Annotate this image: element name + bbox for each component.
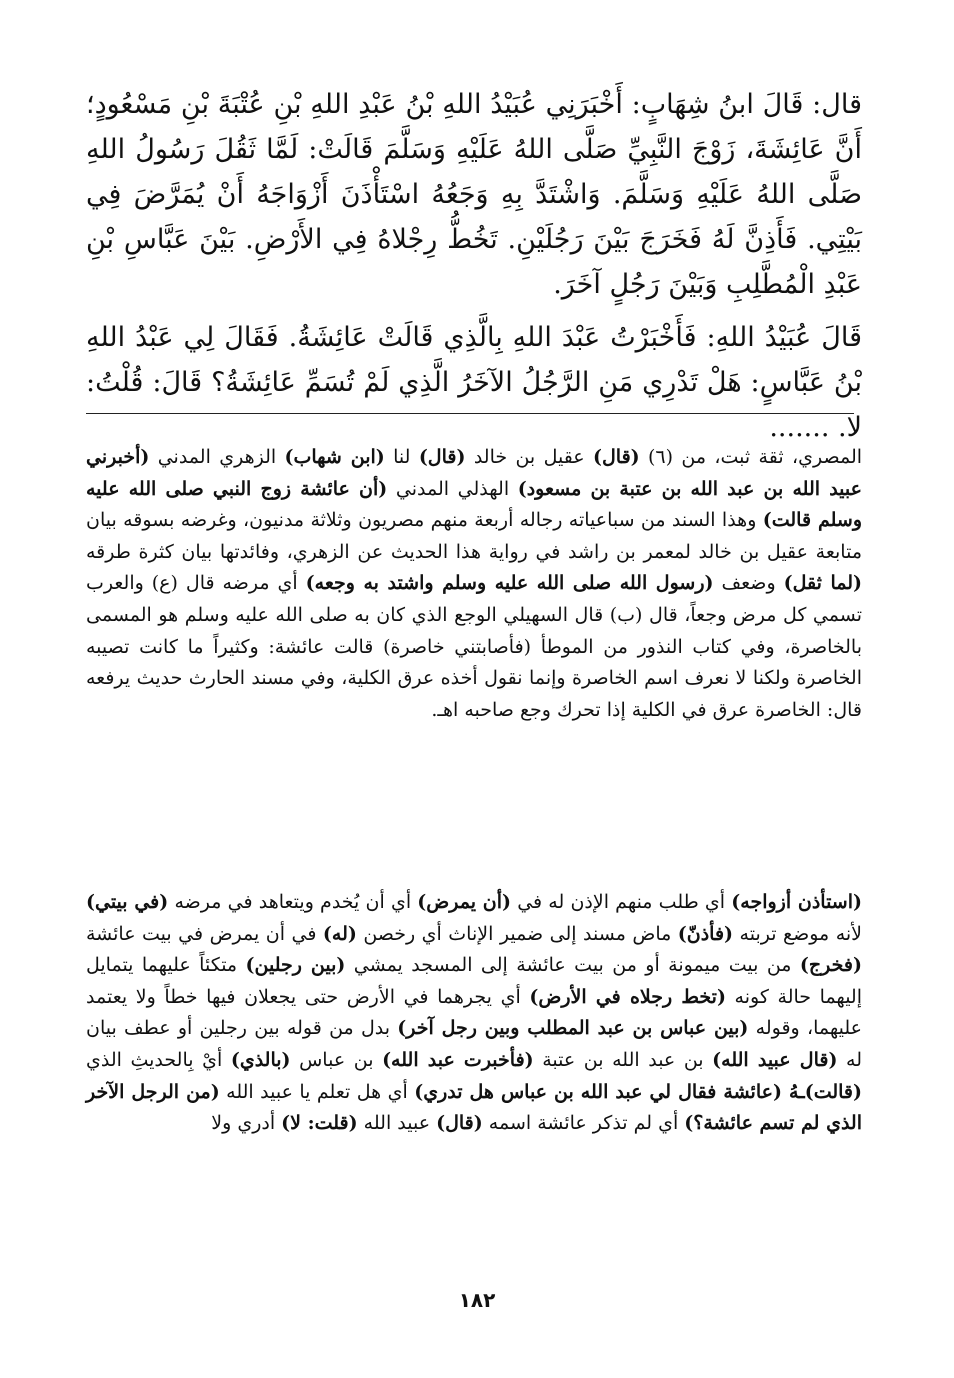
quoted-matn-text: (ابن شهاب) — [284, 446, 385, 468]
quoted-matn-text: (رسول الله صلى الله عليه وسلم واشتد به وجعه) — [305, 572, 714, 595]
quoted-matn-text: (أن عائشة زوج النبي صلى الله عليه وسلم قالت) — [86, 477, 862, 532]
commentary-text: عبيد الله — [357, 1112, 437, 1135]
commentary-paragraph-2 — [86, 887, 862, 1140]
commentary-text: أي هل تعلم يا عبيد الله — [219, 1080, 415, 1103]
commentary-text: أي لم تذكر عائشة اسمه — [482, 1112, 685, 1135]
quoted-matn-text: (قالت)ـهُ (عائشة فقال لي عبد الله بن عباس هل تدري) — [414, 1080, 863, 1103]
commentary-text: الهذلي المدني — [387, 477, 518, 500]
commentary-text: بدل من قوله بين رجلين أو عطف بيان له — [86, 1017, 862, 1071]
commentary-text: أدري ولا — [211, 1112, 282, 1135]
commentary-text: متكئاً عليهما يتمايل إليهما حالة كونه — [86, 954, 862, 1008]
commentary-text: ماض مسند إلى ضمير الإناث أي رخصن — [356, 922, 678, 945]
commentary-text: أي أن يُخدم ويتعاهد في مرضه — [168, 891, 418, 913]
quoted-matn-text: (فأخبرت عبد الله) — [382, 1048, 534, 1071]
commentary-text: أي يجرهما في الأرض حتى يجعلان فيها خطاً ولا يعتمد عليهما، وقوله — [86, 985, 862, 1040]
commentary-text: وضعف — [713, 572, 784, 595]
commentary-text: عقيل بن خالد — [465, 446, 593, 468]
quoted-matn-text: (فخرج) — [799, 954, 862, 977]
quoted-matn-text: (استأذن أزواجه) — [731, 891, 862, 913]
commentary-text: لنا — [384, 446, 419, 468]
quoted-matn-text: (لما ثقل) — [783, 572, 862, 595]
quoted-matn-text: (قال عبيد الله) — [712, 1048, 838, 1071]
quoted-matn-text: (فأذنّ) — [677, 922, 734, 945]
quoted-matn-text: (قال) — [418, 446, 466, 468]
quoted-matn-text: (من الرجل الآخر الذي لم تسم عائشة؟) — [86, 1080, 862, 1135]
commentary-text: الزهري المدني — [149, 446, 285, 468]
hadith-paragraph-1: قال: قَالَ ابنُ شِهَابٍ: أَخْبَرَنِي عُبَيْدُ اللهِ بْنُ عَبْدِ اللهِ بْنِ عُتْبَةَ بْنِ مَسْعُودٍ؛ أَنَّ عَائِشَةَ، زَوْجَ النَّبِيِّ صَلَّى اللهُ عَلَيْهِ وَسَلَّمَ قَالَتْ: لَمَّا ثَقُلَ رَسُولُ اللهِ صَلَّى اللهُ عَلَيْهِ وَسَلَّمَ. وَاشْتَدَّ بِهِ وَجَعُهُ اسْتَأْذَنَ أَزْوَاجَهُ أَنْ يُمَرَّضَ فِي بَيْتِي. فَأَذِنَّ لَهُ فَخَرَجَ بَيْنَ رَجُلَيْنِ. تَخُطُّ رِجْلاهُ فِي الأَرْضِ. بَيْنَ عَبَّاسِ بْنِ عَبْدِ الْمُطَّلِبِ وَبَيْنَ رَجُلٍ آخَرَ. — [86, 89, 862, 300]
commentary-text: بن عباس — [290, 1048, 383, 1071]
commentary-text: أيْ بِالحديثِ الذي — [86, 1048, 231, 1071]
commentary-text: بن عبد الله بن عتبة — [533, 1048, 713, 1071]
hadith-text — [86, 82, 862, 450]
commentary-text: أي مرضه قال (ع) والعرب تسمي كل مرض وجعاً، قال (ب) قال السهيلي الوجع الذي كان به صلى الله عليه وسلم هو المسمى بالخاصرة، وفي كتاب النذور من الموطأ (فأصابتني خاصرة) قالت عائشة: وكثيراً ما كانت تصيبه الخاصرة ولكنا لا نعرف اسم الخاصرة وإنما نقول أخذه عرق الكلية، وفي مسند الحارث حديث يرفعه قال: الخاصرة عرق في الكلية إذا تحرك وجع صاحبه اهـ. — [86, 572, 862, 721]
page-number: ١٨٢ — [458, 1288, 496, 1312]
quoted-matn-text: (قال) — [436, 1112, 483, 1135]
commentary-text: المصري، ثقة ثبت، من (٦) — [639, 446, 863, 468]
quoted-matn-text: (أخبرني عبيد الله بن عبد الله بن عتبة بن مسعود) — [86, 446, 862, 500]
quoted-matn-text: (بين رجلين) — [245, 954, 346, 977]
quoted-matn-text: (في بيتي) — [86, 891, 169, 913]
commentary-text: من بيت ميمونة أو من بيت عائشة إلى المسجد يمشي — [345, 954, 800, 977]
quoted-matn-text: (قلت: لا) — [281, 1112, 358, 1135]
commentary-text: في أن يمرض في بيت عائشة — [86, 922, 323, 945]
commentary-text: لأنه موضع تربته — [733, 922, 863, 945]
quoted-matn-text: (بين عباس بن عبد المطلب وبين رجل آخر) — [397, 1017, 749, 1040]
footnote-divider — [86, 413, 854, 414]
quoted-matn-text: (قال) — [593, 446, 640, 468]
commentary-text: أي طلب منهم الإذن له في — [511, 891, 732, 913]
commentary-paragraph-1 — [86, 442, 862, 726]
quoted-matn-text: (تخط رجلاه في الأرض) — [529, 985, 726, 1008]
quoted-matn-text: (أن يمرض) — [417, 891, 511, 913]
quoted-matn-text: (له) — [322, 922, 357, 945]
commentary-text: وهذا السند من سباعياته رجاله أربعة منهم مصريون وثلاثة مدنيون، وغرضه بسوقه بيان متابعة عقيل بن خالد لمعمر بن راشد في رواية هذا الحديث عن الزهري، وفائدتها بيان كثرة طرقه — [86, 509, 862, 563]
hadith-paragraph-2: قَالَ عُبَيْدُ اللهِ: فَأَخْبَرْتُ عَبْدَ اللهِ بِالَّذِي قَالَتْ عَائِشَةُ. فَقَالَ لِي عَبْدُ اللهِ بْنُ عَبَّاسٍ: هَلْ تَدْرِي مَنِ الرَّجُلُ الآخَرُ الَّذِي لَمْ تُسَمِّ عَائِشَةُ؟ قَالَ: قُلْتُ: لا. ....... — [86, 322, 862, 443]
quoted-matn-text: (بالذي) — [230, 1048, 291, 1071]
